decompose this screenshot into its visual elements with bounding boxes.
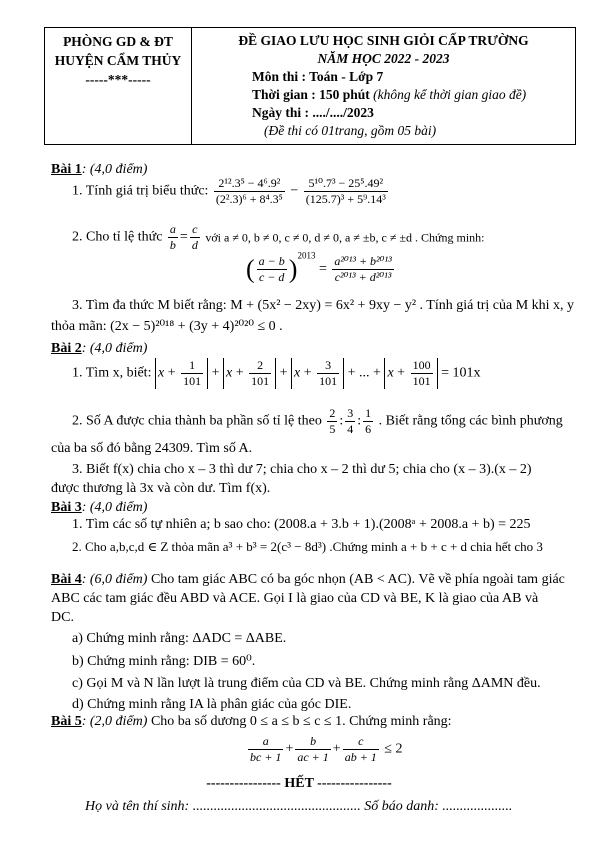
f2-num: b bbox=[295, 734, 330, 750]
bai5-points: : (2,0 điểm) bbox=[81, 714, 148, 729]
ratio-1-6: $\frac{1}{6}$ bbox=[365, 406, 372, 436]
bai1-q2 bbox=[72, 222, 598, 253]
bai4-intro-text: Cho tam giác ABC có ba góc nhọn (AB < AC). Vẽ về phía ngoài tam giác bbox=[147, 572, 565, 587]
bai5-title: Bài 5 bbox=[51, 714, 82, 729]
bai1-q2-text: 2. Cho tỉ lệ thức bbox=[72, 229, 163, 245]
rparen: ) bbox=[288, 254, 298, 284]
bai1-points: : (4,0 điểm) bbox=[81, 162, 148, 177]
bai1-q1-text: 1. Tính giá trị biểu thức: bbox=[72, 183, 209, 199]
lhs-num: a − b bbox=[258, 254, 285, 268]
f3-num: c bbox=[343, 734, 379, 750]
lhs-exp: 2013 bbox=[297, 250, 316, 261]
school-year: NĂM HỌC 2022 - 2023 bbox=[317, 51, 450, 66]
dept-line1: PHÒNG GD & ĐT bbox=[63, 34, 173, 49]
frac2-den: (125.7)³ + 5⁹.14³ bbox=[305, 192, 386, 206]
time-bold: Thời gian : 150 phút bbox=[252, 87, 370, 102]
bai5-intro-text: Cho ba số dương 0 ≤ a ≤ b ≤ c ≤ 1. Chứng minh rằng: bbox=[147, 714, 452, 729]
bai4-intro-line3: DC. bbox=[51, 610, 74, 625]
department-cell bbox=[45, 28, 192, 145]
dept-line2: HUYỆN CẨM THỦY bbox=[54, 53, 182, 68]
f1-den: bc + 1 bbox=[250, 750, 282, 764]
identity-lhs bbox=[257, 254, 287, 285]
bai5-frac2 bbox=[295, 734, 330, 765]
f3-den: ab + 1 bbox=[344, 750, 377, 764]
frac1-den: (2².3)⁶ + 8⁴.3⁵ bbox=[215, 192, 283, 206]
bai2-q2-tail: . Biết rằng tổng các bình phương bbox=[378, 413, 563, 429]
eq-sign-2: = bbox=[318, 261, 327, 277]
bai1-q1-frac1 bbox=[214, 176, 285, 207]
bai5-frac1 bbox=[248, 734, 283, 765]
exam-info-cell bbox=[192, 28, 576, 145]
bai1-q1-frac2 bbox=[304, 176, 388, 207]
bai5-intro bbox=[51, 713, 598, 731]
ratio-d: d bbox=[191, 238, 198, 252]
bai2-q2-line2: của ba số đó bằng 24309. Tìm số A. bbox=[51, 441, 253, 456]
date-line: Ngày thi : ..../..../2023 bbox=[252, 105, 374, 120]
bai2-heading bbox=[51, 340, 598, 358]
frac1-num: 2¹².3⁵ − 4⁶.9² bbox=[214, 176, 285, 192]
bai3-points: : (4,0 điểm) bbox=[81, 500, 148, 515]
bai4-intro bbox=[51, 571, 598, 589]
ratio-a: a bbox=[169, 222, 176, 236]
bai3-q1: 1. Tìm các số tự nhiên a; b sao cho: (2008.a + 3.b + 1).(2008ᵃ + 2008.a + b) = 225 bbox=[72, 517, 531, 532]
abs-term-2: x + $\frac{2}{101}$ bbox=[223, 358, 276, 389]
bai4-title: Bài 4 bbox=[51, 572, 82, 587]
candidate-line: Họ và tên thí sinh: ................................................ Số báo danh: .................... bbox=[85, 799, 513, 814]
bai5-frac3 bbox=[343, 734, 379, 765]
header-table bbox=[44, 27, 576, 145]
bai5-inequality: $\frac{a}{bc + 1}$ + $\frac{b}{ac + 1}$ + $\frac{c}{ab + 1}$ ≤ 2 bbox=[250, 734, 403, 764]
rhs-num: a²⁰¹³ + b²⁰¹³ bbox=[334, 254, 392, 268]
bai3-q2: 2. Cho a,b,c,d ∈ Z thỏa mãn a³ + b³ = 2(c³ − 8d³) .Chứng minh a + b + c + d chia hết cho 3 bbox=[72, 539, 543, 554]
f2-den: ac + 1 bbox=[297, 750, 329, 764]
lhs-den: c − d bbox=[259, 270, 285, 284]
abs-term-1: x + $\frac{1}{101}$ bbox=[155, 358, 208, 389]
bai1-q1 bbox=[72, 176, 598, 207]
bai4-points: : (6,0 điểm) bbox=[81, 572, 148, 587]
lparen: ( bbox=[246, 254, 255, 284]
ratio-c: c bbox=[190, 222, 200, 238]
ratio-3-4: $\frac{3}{4}$ bbox=[347, 406, 354, 436]
exam-note: (Đề thi có 01trang, gồm 05 bài) bbox=[264, 123, 437, 138]
identity-rhs bbox=[332, 254, 393, 285]
ratio-2-5: $\frac{2}{5}$ bbox=[329, 406, 336, 436]
ratio-ab bbox=[168, 222, 178, 253]
eq-sign: = bbox=[179, 229, 188, 245]
bai4-c: c) Gọi M và N lần lượt là trung điểm của CD và BE. Chứng minh rằng ΔAMN đều. bbox=[72, 676, 541, 691]
minus-sign: − bbox=[290, 183, 299, 199]
bai2-points: : (4,0 điểm) bbox=[81, 341, 148, 356]
time-line bbox=[192, 86, 575, 104]
end-marker: ---------------- HẾT ---------------- bbox=[206, 776, 392, 791]
bai1-title: Bài 1 bbox=[51, 162, 82, 177]
bai2-q1: 1. Tìm x, biết: x + $\frac{1}{101}$ + x + $\frac{2}{101}$ + x + $\frac{3}{101}$ + ... + x + $\frac{100}{101}$ = 101x bbox=[72, 358, 481, 388]
bai5-rhs: ≤ 2 bbox=[384, 741, 403, 757]
bai2-title: Bài 2 bbox=[51, 341, 82, 356]
bai2-q1-text: 1. Tìm x, biết: bbox=[72, 365, 152, 381]
ratio-b: b bbox=[169, 238, 176, 252]
dept-line3: -----***----- bbox=[85, 72, 151, 87]
exam-title: ĐỀ GIAO LƯU HỌC SINH GIỎI CẤP TRƯỜNG bbox=[238, 33, 529, 48]
bai2-q2-text: 2. Số A được chia thành ba phần số tỉ lệ theo bbox=[72, 413, 322, 429]
bai4-a: a) Chứng minh rằng: ΔADC = ΔABE. bbox=[72, 631, 287, 646]
bai2-q1-tail: = 101x bbox=[441, 365, 481, 381]
bai2-q3: 3. Biết f(x) chia cho x – 3 thì dư 7; chia cho x – 2 thì dư 5; chia cho (x – 3).(x – 2) bbox=[72, 462, 532, 477]
frac2-num: 5¹⁰.7³ − 25⁵.49² bbox=[304, 176, 388, 192]
time-note: (không kể thời gian giao đề) bbox=[369, 87, 527, 102]
rhs-den: c²⁰¹³ + d²⁰¹³ bbox=[334, 270, 392, 284]
bai2-q3-line2: được thương là 3x và còn dư. Tìm f(x). bbox=[51, 481, 271, 496]
bai2-q2: 2. Số A được chia thành ba phần số tỉ lệ theo $\frac{2}{5}$ : $\frac{3}{4}$ : $\frac{1}{6}$ . Biết rằng tổng các bình phương bbox=[72, 406, 563, 436]
bai1-q3-line2: thỏa mãn: (2x − 5)²⁰¹⁸ + (3y + 4)²⁰²⁰ ≤ 0 . bbox=[51, 319, 283, 334]
bai1-q3: 3. Tìm đa thức M biết rằng: M + (5x² − 2xy) = 6x² + 9xy − y² . Tính giá trị của M khi x, y bbox=[72, 298, 575, 313]
bai3-heading bbox=[51, 499, 598, 517]
abs-term-100: x + $\frac{100}{101}$ bbox=[384, 358, 437, 389]
bai3-title: Bài 3 bbox=[51, 500, 82, 515]
subject-line: Môn thi : Toán - Lớp 7 bbox=[252, 69, 384, 84]
ratio-cd bbox=[190, 222, 200, 253]
abs-term-3: x + $\frac{3}{101}$ bbox=[291, 358, 344, 389]
bai1-q2-identity bbox=[246, 250, 598, 285]
bai4-intro-line2: ABC các tam giác đều ABD và ACE. Gọi I là giao của CD và BE, K là giao của AB và bbox=[51, 591, 539, 606]
bai1-q2-cond: với a ≠ 0, b ≠ 0, c ≠ 0, d ≠ 0, a ≠ ±b, c ≠ ±d . Chứng minh: bbox=[205, 230, 485, 245]
bai4-b: b) Chứng minh rằng: DIB = 60⁰. bbox=[72, 654, 256, 669]
bai4-d: d) Chứng minh rằng IA là phân giác của góc DIE. bbox=[72, 697, 352, 712]
f1-num: a bbox=[248, 734, 283, 750]
